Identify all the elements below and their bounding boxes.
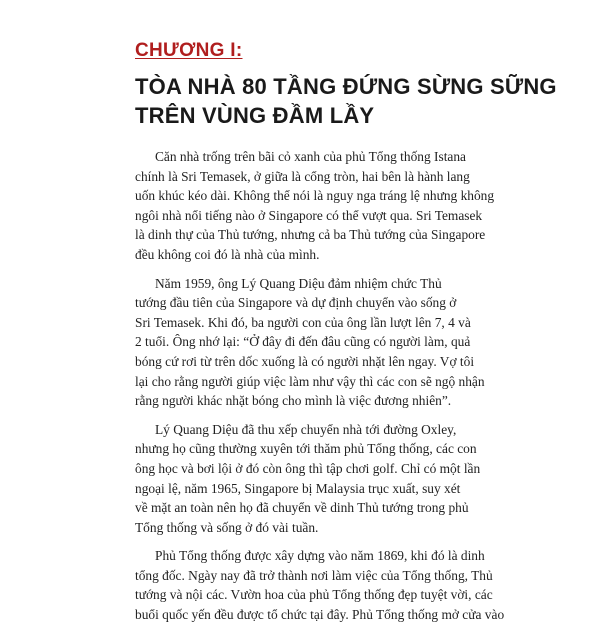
text-line: tổng đốc. Ngày nay đã trở thành nơi làm việc của Tổng thống, Thủ	[135, 567, 493, 583]
paragraph	[135, 546, 563, 624]
text-line: tướng đầu tiên của Singapore và dự định chuyển vào sống ở	[135, 295, 457, 311]
text-line: Sri Temasek. Khi đó, ba người con của ông lần lượt lên 7, 4 và	[135, 314, 471, 330]
text-line: bóng cứ rơi từ trên dốc xuống là có người nhặt lên ngay. Vợ tôi	[135, 353, 475, 369]
text-line: về mặt an toàn nên họ đã chuyển về dinh Thủ tướng trong phủ	[135, 500, 469, 516]
text-line: uốn khúc kéo dài. Không thể nói là nguy nga tráng lệ nhưng không	[135, 188, 495, 204]
text-line: 2 tuổi. Ông nhớ lại: “Ở đây đi đến đâu cũng có người làm, quả	[135, 334, 471, 350]
chapter-title-line: TRÊN VÙNG ĐẦM LẦY	[135, 103, 375, 128]
text-line: lại cho rằng người giúp việc làm như vậy thì các con sẽ ngộ nhận	[135, 373, 485, 389]
text-line: Phủ Tổng thống được xây dựng vào năm 1869, khi đó là dinh	[155, 548, 485, 564]
text-line: ngôi nhà nổi tiếng nào ở Singapore có thể vượt qua. Sri Temasek	[135, 207, 483, 223]
text-line: Tổng thống và sống ở đó vài tuần.	[135, 519, 319, 535]
paragraph	[135, 420, 563, 538]
chapter-title	[135, 72, 575, 130]
text-line: rằng người khác nhặt bóng cho mình là việc đương nhiên”.	[135, 393, 452, 409]
text-line: đều không coi đó là nhà của mình.	[135, 246, 320, 262]
text-line: Lý Quang Diệu đã thu xếp chuyển nhà tới đường Oxley,	[155, 421, 457, 437]
text-line: ông học và bơi lội ở đó còn ông thì tập chơi golf. Chỉ có một lần	[135, 460, 481, 476]
text-line: Căn nhà trống trên bãi cỏ xanh của phủ Tổng thống Istana	[155, 149, 467, 164]
text-line: là dinh thự của Thủ tướng, nhưng cả ba Thủ tướng của Singapore	[135, 227, 486, 243]
text-line: Năm 1959, ông Lý Quang Diệu đảm nhiệm chức Thủ	[155, 275, 442, 291]
text-line: tướng và nội các. Vườn hoa của phủ Tổng thống đẹp tuyệt vời, các	[135, 587, 493, 603]
text-line: chính là Sri Temasek, ở giữa là cổng tròn, hai bên là hành lang	[135, 168, 470, 184]
text-line: nhưng họ cũng thường xuyên tới thăm phủ Tổng thống, các con	[135, 441, 477, 457]
chapter-label: CHƯƠNG I:	[135, 40, 243, 61]
text-line: ngoại lệ, năm 1965, Singapore bị Malaysia trục xuất, suy xét	[135, 480, 461, 496]
body-text	[135, 147, 563, 634]
paragraph	[135, 147, 563, 265]
text-line: buổi quốc yến đều được tổ chức tại đây. Phủ Tổng thống mở cửa vào	[135, 607, 505, 623]
chapter-title-line: TÒA NHÀ 80 TẦNG ĐỨNG SỪNG SỮNG	[135, 74, 557, 99]
paragraph	[135, 274, 563, 411]
